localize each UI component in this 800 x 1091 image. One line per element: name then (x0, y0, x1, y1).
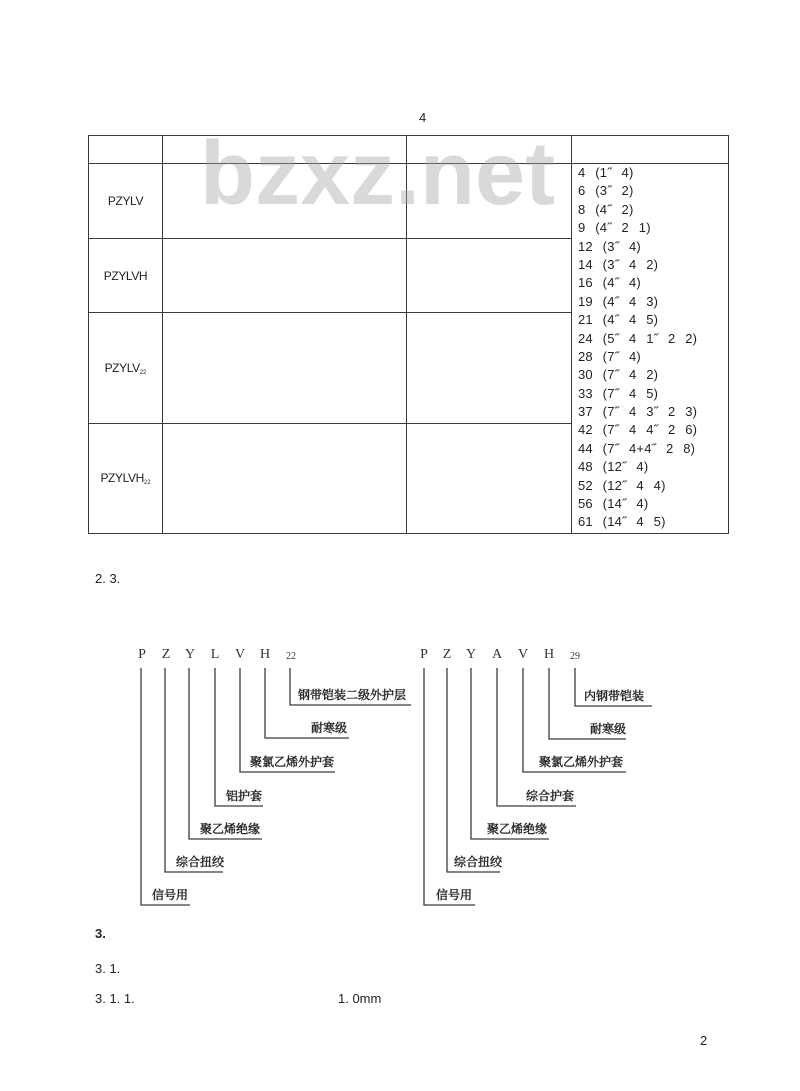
core-count-item: 14 (3˝ 4 2) (578, 256, 659, 272)
code-label: 耐寒级 (590, 722, 627, 736)
core-count-item: 42 (7˝ 4 4˝ 2 6) (578, 422, 698, 438)
code-suffix: 29 (570, 651, 580, 662)
page-number: 2 (700, 1033, 708, 1048)
section-number-3-1: 3. 1. (95, 961, 121, 976)
code-letter: Z (442, 647, 452, 662)
table-number: 4 (419, 110, 427, 125)
core-count-item: 44 (7˝ 4+4˝ 2 8) (578, 440, 696, 456)
leader-line-right-z (447, 668, 503, 872)
code-label: 综合扭绞 (176, 855, 225, 869)
code-letter: L (210, 647, 220, 662)
code-label: 综合扭绞 (454, 855, 503, 869)
code-letter: P (138, 647, 146, 662)
code-suffix: 22 (286, 651, 296, 662)
code-label: 内钢带铠装 (584, 689, 645, 703)
section-number-2-3: 2. 3. (95, 571, 121, 586)
leader-line-right-y (471, 668, 549, 839)
code-label: 耐寒级 (311, 721, 348, 735)
section-3-1-1-value: 1. 0mm (338, 991, 382, 1006)
code-label: 信号用 (152, 888, 189, 902)
model-name: PZYLVH (103, 268, 148, 283)
code-letter: V (234, 647, 246, 662)
core-count-item: 19 (4˝ 4 3) (578, 293, 659, 309)
core-count-item: 8 (4˝ 2) (578, 201, 634, 217)
code-letter: H (259, 647, 271, 662)
model-subscript: 22 (139, 369, 147, 376)
model-cell (89, 164, 163, 239)
core-count-item: 30 (7˝ 4 2) (578, 367, 659, 383)
code-letter: Z (161, 647, 171, 662)
code-letter: P (420, 647, 428, 662)
code-label: 聚乙烯绝缘 (200, 822, 261, 836)
core-count-item: 56 (14˝ 4) (578, 496, 649, 512)
core-count-item: 52 (12˝ 4 4) (578, 477, 666, 493)
leader-line-right-a (497, 668, 576, 806)
empty-cell (163, 424, 407, 534)
code-label: 聚氯乙烯外护套 (539, 755, 624, 769)
core-count-item: 61 (14˝ 4 5) (578, 514, 666, 530)
code-label: 钢带铠装二级外护层 (298, 688, 407, 702)
code-label: 铝护套 (226, 789, 263, 803)
core-count-item: 4 (1˝ 4) (578, 165, 634, 180)
core-count-item: 16 (4˝ 4) (578, 275, 641, 291)
model-subscript: 22 (143, 480, 151, 486)
code-label: 聚乙烯绝缘 (487, 822, 548, 836)
model-name: PZYLV (107, 194, 144, 208)
core-count-item: 21 (4˝ 4 5) (578, 312, 659, 328)
model-cell (89, 239, 163, 313)
model-cell (89, 424, 163, 534)
empty-cell (407, 424, 572, 534)
leader-line-left-z (165, 668, 223, 872)
section-number-3-1-1: 3. 1. 1. (95, 991, 135, 1006)
model-name: PZYLV (104, 360, 140, 375)
code-letter: Y (465, 647, 477, 662)
model-name: PZYLVH (100, 471, 144, 485)
code-label: 聚氯乙烯外护套 (250, 755, 335, 769)
code-label: 信号用 (436, 888, 473, 902)
empty-cell (407, 239, 572, 313)
core-count-item: 9 (4˝ 2 1) (578, 220, 651, 236)
code-letter: H (543, 647, 555, 662)
empty-cell (407, 313, 572, 424)
header-cell-model (89, 136, 163, 164)
code-letter: V (517, 647, 529, 662)
core-count-item: 28 (7˝ 4) (578, 348, 641, 364)
leader-line-left-l (215, 668, 263, 806)
header-cell-cores (572, 136, 729, 164)
code-label: 综合护套 (526, 789, 575, 803)
core-count-item: 24 (5˝ 4 1˝ 2 2) (578, 330, 698, 346)
core-count-item: 33 (7˝ 4 5) (578, 385, 659, 401)
code-letter: Y (184, 647, 196, 662)
code-letter: A (491, 647, 503, 662)
empty-cell (163, 239, 407, 313)
watermark: bzxz.net (200, 124, 556, 224)
empty-cell (163, 313, 407, 424)
core-count-item: 6 (3˝ 2) (578, 183, 634, 199)
model-cell (89, 313, 163, 424)
core-count-cell (572, 164, 729, 534)
section-heading-3: 3. (95, 926, 106, 941)
leader-line-left-y (189, 668, 262, 839)
core-count-item: 12 (3˝ 4) (578, 238, 641, 254)
core-count-item: 48 (12˝ 4) (578, 459, 649, 475)
core-count-item: 37 (7˝ 4 3˝ 2 3) (578, 404, 698, 420)
